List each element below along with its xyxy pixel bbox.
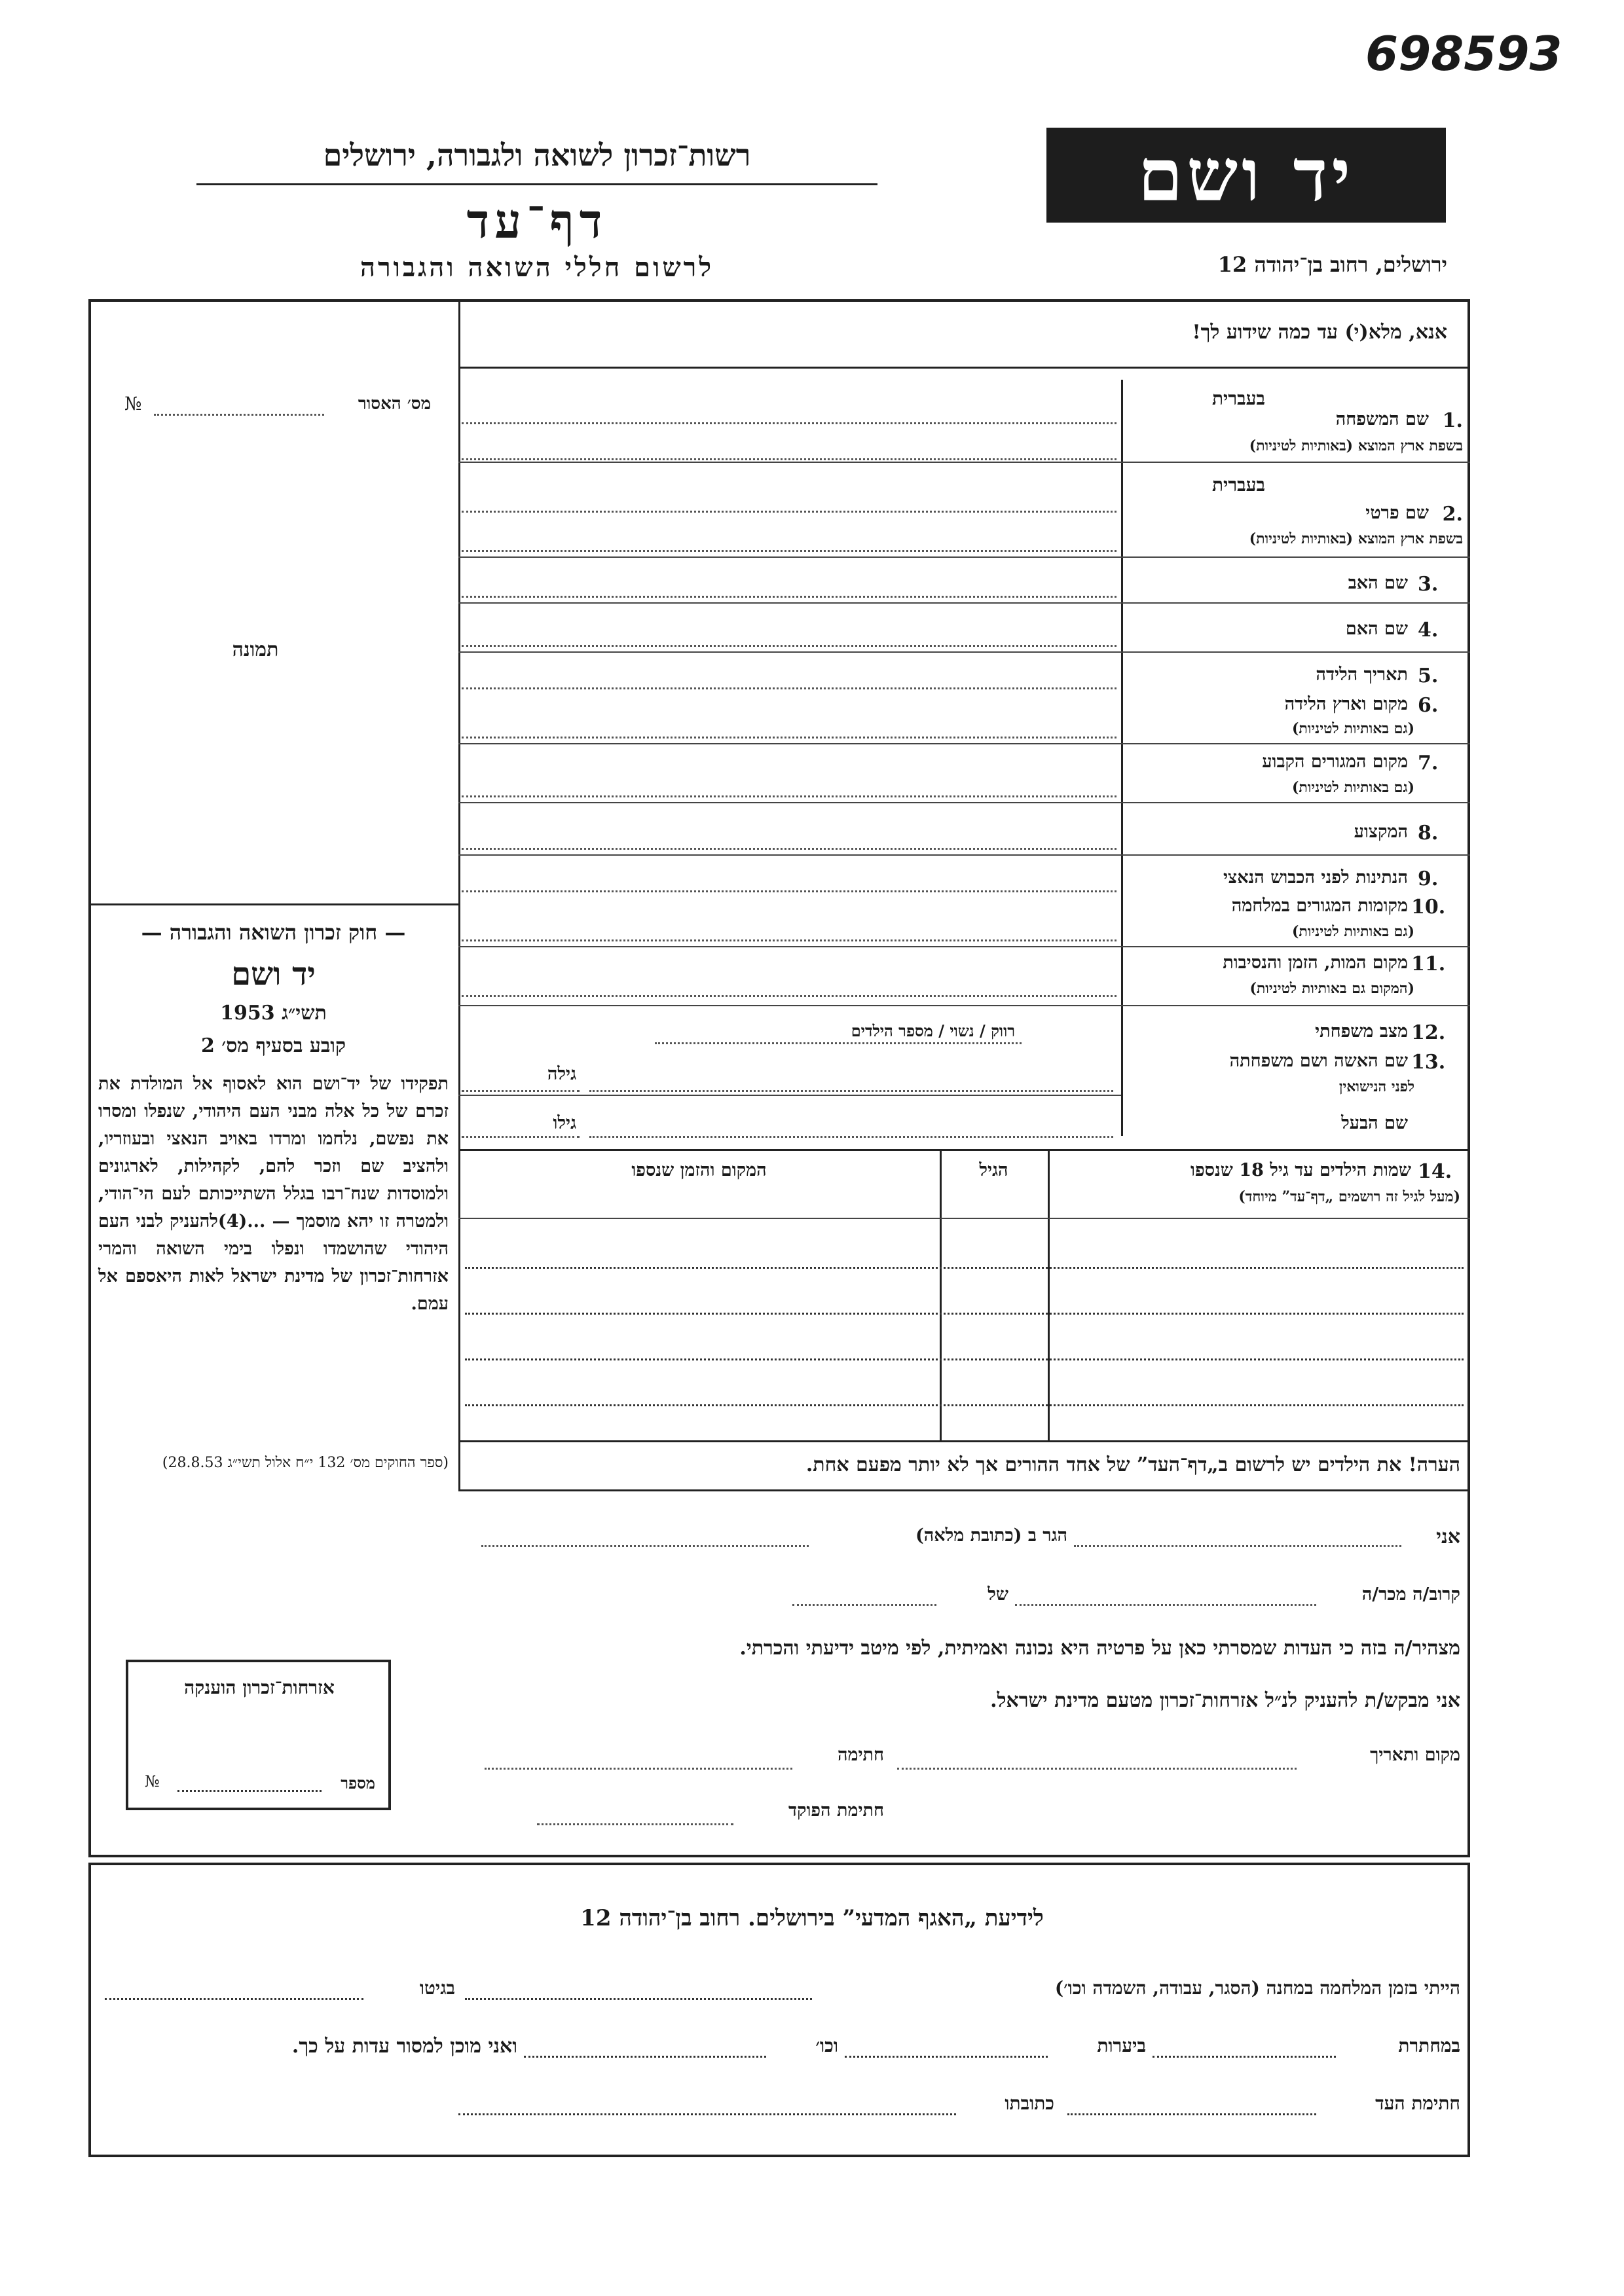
serial-label: מס׳ האסור <box>358 394 431 414</box>
field-5-label: תאריך הלידה <box>1316 665 1408 685</box>
father-name-field[interactable] <box>462 596 1116 598</box>
marital-status-field[interactable] <box>655 1042 1022 1044</box>
form-title: דף־עד <box>466 193 608 249</box>
etc-label: וכו׳ <box>815 2035 838 2056</box>
law-text: תפקידו של יד־ושם הוא לאסוף אל המולדת את זכרם של כל אלה מבני העם היהודי, שנפלו ומסרו את נפשם, נלחמו ומרדו באויב הנאצי ובעוזריו, ולהציב שם וזכר להם, לקהילות, לארגונים ולמוסדות שנח־רבו בגלל השתייכותם לעם הי־הודי, ולמטרה זו יהא מוסמך — ...(4)להעניק לבני העם היהודי שהושמדו ונפלו בימי השואה והמרי אזרחות־זכרון של מדינת ישראל לאות היאספם אל עמם. <box>98 1074 449 1314</box>
field-5-number: 5. <box>1418 665 1439 687</box>
forests-label: ביערות <box>1097 2035 1146 2056</box>
stamp-number-label: מספר <box>341 1774 375 1793</box>
children-sub: (מעל לגיל זה רושמים „דף־עד” מיוחד) <box>1238 1188 1460 1205</box>
field-7-sub: (גם באותיות לטיניות) <box>1291 779 1414 796</box>
husband-age-field[interactable] <box>462 1136 580 1138</box>
field-9-label: הנתינות לפני הכבוש הנאצי <box>1223 867 1408 888</box>
field-8-number: 8. <box>1418 822 1439 845</box>
serial-box <box>92 302 457 417</box>
field-11-label: מקום המות, הזמן והנסיבות <box>1223 953 1408 973</box>
field-7-number: 7. <box>1418 752 1439 774</box>
children-row[interactable] <box>465 1358 1464 1360</box>
field-10-label: מקומות המגורים במלחמה <box>1231 896 1408 916</box>
memorial-citizenship-stamp <box>126 1660 391 1810</box>
underground-label: במחתרת <box>1398 2035 1460 2056</box>
witness-of-field[interactable] <box>792 1604 936 1606</box>
witness-of-label: של <box>987 1584 1008 1605</box>
witness-address-field[interactable] <box>481 1545 809 1547</box>
witness-residing-label: הגר ב (כתובת מלאה) <box>915 1525 1067 1546</box>
address-label: כתובתו <box>1005 2092 1054 2114</box>
husband-age-label: גילו <box>553 1113 576 1133</box>
law-reference: (ספר החוקים מס׳ 132 י״ח אלול תשי״ג 28.8.53) <box>162 1455 449 1471</box>
mother-name-field[interactable] <box>462 645 1116 647</box>
field-14-number: 14. <box>1418 1160 1452 1183</box>
place-date-field[interactable] <box>897 1768 1297 1770</box>
first-name-hebrew-field[interactable] <box>462 511 1116 513</box>
family-name-hebrew-field[interactable] <box>462 422 1116 424</box>
field-13-number: 13. <box>1411 1051 1446 1074</box>
field-13-label: שם האשה ושם משפחתה <box>1229 1051 1408 1071</box>
field-12-label: מצב משפחתי <box>1315 1021 1408 1042</box>
field-7-label: מקום המגורים הקבוע <box>1262 752 1408 772</box>
field-3-label: שם האב <box>1348 573 1408 593</box>
request-text: אני מבקש/ת להעניק לנ״ל אזרחות־זכרון מטעם מדינת ישראל. <box>990 1689 1460 1712</box>
wartime-residence-field[interactable] <box>462 939 1116 941</box>
stamp-number-prefix: № <box>145 1772 160 1791</box>
yad-vashem-logo: יד ושם <box>1046 128 1446 223</box>
occupation-field[interactable] <box>462 848 1116 850</box>
stamp-title: אזרחות־זכרון הוענקה <box>184 1677 335 1698</box>
institution-name: רשות־זכרון לשואה ולגבורה, ירושלים <box>323 137 751 173</box>
field-husband-label: שם הבעל <box>1341 1113 1408 1133</box>
field-6-label: מקום וארץ הלידה <box>1284 694 1408 714</box>
forests-field[interactable] <box>845 2056 1048 2058</box>
field-6-sub: (גם באותיות לטיניות) <box>1291 720 1414 737</box>
photo-label: תמונה <box>232 638 279 661</box>
witness-signature-field[interactable] <box>485 1768 792 1770</box>
children-row[interactable] <box>465 1313 1464 1315</box>
testimony-offer: ואני מוכן למסור עדות על כך. <box>291 2035 517 2058</box>
serial-prefix: № <box>124 393 142 414</box>
husband-name-field[interactable] <box>589 1136 1113 1138</box>
field-6-number: 6. <box>1418 694 1439 717</box>
note-text: הערה! את הילדים יש לרשום ב„דף־העד” של אחד ההורים אך לא יותר מפעם אחת. <box>805 1453 1460 1476</box>
witness-relation-field[interactable] <box>1015 1604 1316 1606</box>
citizenship-field[interactable] <box>462 890 1116 892</box>
field-11-sub: (המקום גם באותיות לטיניות) <box>1249 980 1414 997</box>
field-3-number: 3. <box>1418 573 1439 596</box>
signature-label: חתימה <box>837 1745 884 1765</box>
field-2-row <box>1121 465 1468 553</box>
field-4-number: 4. <box>1418 619 1439 642</box>
field-13-sub: לפני הנישואין <box>1338 1078 1414 1095</box>
law-name: יד ושם <box>231 956 316 993</box>
first-name-latin-field[interactable] <box>462 550 1116 552</box>
law-section: קובע בסעיף מס׳ 2 <box>200 1034 346 1057</box>
official-signature-label: חתימת הפוקד <box>788 1800 884 1821</box>
intro-text: אנא, מלא(י) עד כמה שידוע לך! <box>1192 321 1447 344</box>
field-1-label: שם המשפחה <box>1335 409 1429 429</box>
field-10-number: 10. <box>1411 896 1446 919</box>
field-10-sub: (גם באותיות לטיניות) <box>1291 923 1414 940</box>
wife-age-label: גילה <box>547 1064 576 1084</box>
permanent-residence-field[interactable] <box>462 795 1116 797</box>
birth-date-field[interactable] <box>462 687 1116 689</box>
law-title: — חוק זכרון השואה והגבורה — <box>141 920 406 945</box>
field-1-tag: בעברית <box>1211 388 1265 409</box>
field-1-number: 1. <box>1442 409 1463 432</box>
field-2-number: 2. <box>1442 503 1463 526</box>
family-name-latin-field[interactable] <box>462 458 1116 460</box>
children-place-header: המקום והזמן שנספו <box>631 1160 767 1180</box>
declaration-text: מצהיר/ה בזה כי העדות שמסרתי כאן על פרטיה היא נכונה ואמיתית, לפי מיטב ידיעתי והכרתי. <box>739 1637 1460 1660</box>
field-1-sub: בשפת ארץ המוצא (באותיות לטיניות) <box>1249 437 1463 454</box>
witness-name-field[interactable] <box>1074 1545 1401 1547</box>
archive-number: 698593 <box>1365 26 1562 81</box>
witness-i-label: אני <box>1436 1525 1460 1548</box>
bottom-witness-signature-field[interactable] <box>1067 2113 1316 2115</box>
official-signature-field[interactable] <box>537 1823 733 1825</box>
field-9-number: 9. <box>1418 867 1439 890</box>
field-11-number: 11. <box>1411 953 1446 975</box>
field-4-label: שם האם <box>1345 619 1408 639</box>
field-12-number: 12. <box>1411 1021 1446 1044</box>
address: ירושלים, רחוב בן־יהודה 12 <box>1217 252 1447 277</box>
place-date-label: מקום ותאריך <box>1370 1745 1460 1765</box>
witness-relative-label: קרוב/ה מכר/ה <box>1361 1584 1460 1605</box>
form-subtitle: לרשום חללי השואה והגבורה <box>360 252 714 283</box>
bottom-address-field[interactable] <box>458 2113 956 2115</box>
serial-value-field[interactable] <box>154 414 324 416</box>
children-row[interactable] <box>465 1267 1464 1269</box>
camp-line-label: הייתי בזמן המלחמה במחנה (הסגר, עבודה, השמדה וכו׳) <box>1054 1977 1460 1999</box>
witness-signature-label: חתימת העד <box>1375 2092 1460 2114</box>
underground-field[interactable] <box>1153 2056 1336 2058</box>
stamp-number-field[interactable] <box>177 1790 322 1792</box>
camp-field[interactable] <box>465 1998 812 2000</box>
ghetto-label: בגיטו <box>419 1977 455 1999</box>
law-year: תשי״ג 1953 <box>220 1002 327 1025</box>
field-2-tag: בעברית <box>1211 474 1265 496</box>
etc-field[interactable] <box>524 2056 766 2058</box>
field-1-row <box>1121 380 1468 458</box>
death-place-field[interactable] <box>462 995 1116 997</box>
bottom-title: לידיעת „האגף המדעי” בירושלים. רחוב בן־יהודה 12 <box>580 1905 1044 1931</box>
children-age-header: הגיל <box>979 1160 1008 1180</box>
field-2-label: שם פרטי <box>1365 503 1429 523</box>
birth-place-field[interactable] <box>462 737 1116 738</box>
wife-age-field[interactable] <box>462 1090 580 1092</box>
field-2-sub: בשפת ארץ המוצא (באותיות לטיניות) <box>1249 530 1463 547</box>
ghetto-field[interactable] <box>105 1998 363 2000</box>
children-row[interactable] <box>465 1404 1464 1406</box>
field-8-label: המקצוע <box>1354 822 1408 842</box>
wife-name-field[interactable] <box>589 1090 1113 1092</box>
children-label: שמות הילדים עד גיל 18 שנספו <box>1190 1160 1411 1180</box>
marital-options: רווק / נשוי / מספר הילדים <box>851 1021 1015 1040</box>
